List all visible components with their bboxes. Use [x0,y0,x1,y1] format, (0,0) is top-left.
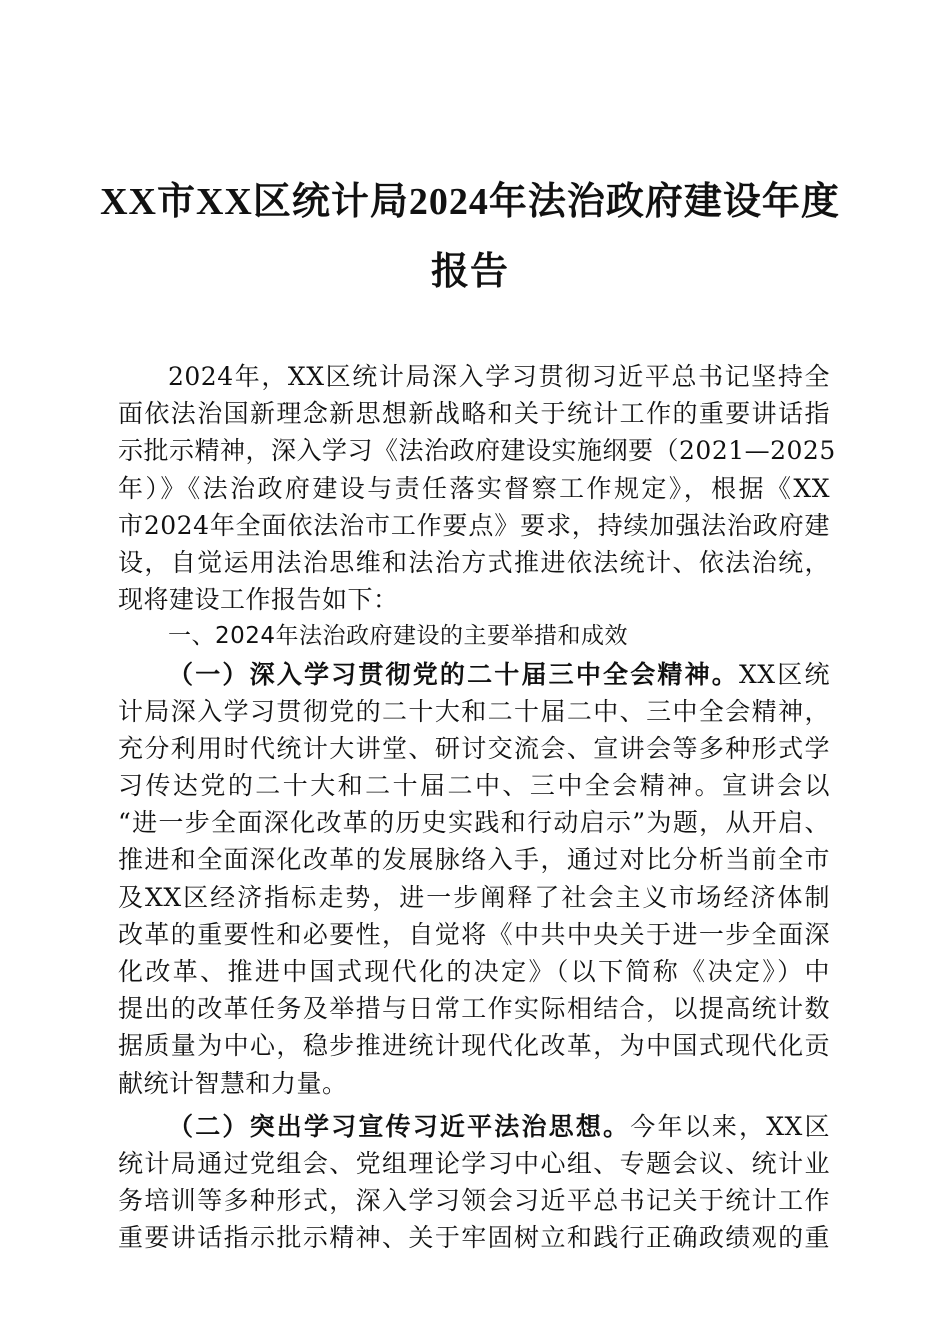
subsection-1-first-line [118,656,830,693]
document-title-line-2: 报告 [430,251,509,293]
subsection-2-line: 务培训等多种形式，深入学习领会习近平总书记关于统计工作 [118,1186,830,1216]
subsection-1-line: “进一步全面深化改革的历史实践和行动启示”为题，从开启、 [118,808,830,838]
subsection-1-line: 改革的重要性和必要性，自觉将《中共中央关于进一步全面深 [118,919,830,949]
intro-line: 现将建设工作报告如下： [118,585,399,615]
subsection-2-first-line-text: 今年以来，XX区 [630,1111,830,1141]
section-heading-1: 一、2024年法治政府建设的主要举措和成效 [168,623,629,650]
subsection-1-line: 充分利用时代统计大讲堂、研讨交流会、宣讲会等多种形式学 [118,733,830,763]
subsection-1-line: 推进和全面深化改革的发展脉络入手，通过对比分析当前全市 [118,845,830,875]
subsection-1-line: 提出的改革任务及举措与日常工作实际相结合，以提高统计数 [118,994,830,1024]
intro-line: 年）》《法治政府建设与责任落实督察工作规定》，根据《XX [118,473,830,503]
subsection-1-line: 献统计智慧和力量。 [118,1068,348,1098]
intro-line: 面依法治国新理念新思想新战略和关于统计工作的重要讲话指 [118,399,830,429]
intro-line: 示批示精神，深入学习《法治政府建设实施纲要（2021—2025 [118,436,836,466]
intro-line: 设，自觉运用法治思维和法治方式推进依法统计、依法治统， [118,547,830,577]
subsection-1-heading: （一）深入学习贯彻党的二十届三中全会精神。 [168,659,739,689]
intro-line: 市2024年全面依法治市工作要点》要求，持续加强法治政府建 [118,510,830,540]
subsection-1-first-line-text: XX区统 [739,659,830,689]
subsection-2-first-line [118,1108,830,1145]
subsection-2-heading: （二）突出学习宣传习近平法治思想。 [168,1111,631,1141]
subsection-1-line: 化改革、推进中国式现代化的决定》（以下简称《决定》）中 [118,957,830,986]
subsection-1-line: 据质量为中心，稳步推进统计现代化改革，为中国式现代化贡 [118,1031,830,1061]
document-title-line-1: XX市XX区统计局2024年法治政府建设年度 [100,181,840,223]
subsection-1-line: 计局深入学习贯彻党的二十大和二十届二中、三中全会精神， [118,696,830,726]
subsection-2-line: 统计局通过党组会、党组理论学习中心组、专题会议、统计业 [118,1148,830,1178]
subsection-1-line: 习传达党的二十大和二十届二中、三中全会精神。宣讲会以 [118,771,830,801]
intro-line: 2024年，XX区统计局深入学习贯彻习近平总书记坚持全 [168,362,830,391]
document-body [118,358,836,1257]
subsection-1-line: 及XX区经济指标走势，进一步阐释了社会主义市场经济体制 [118,882,830,912]
subsection-2-line: 重要讲话指示批示精神、关于牢固树立和践行正确政绩观的重 [118,1223,830,1253]
